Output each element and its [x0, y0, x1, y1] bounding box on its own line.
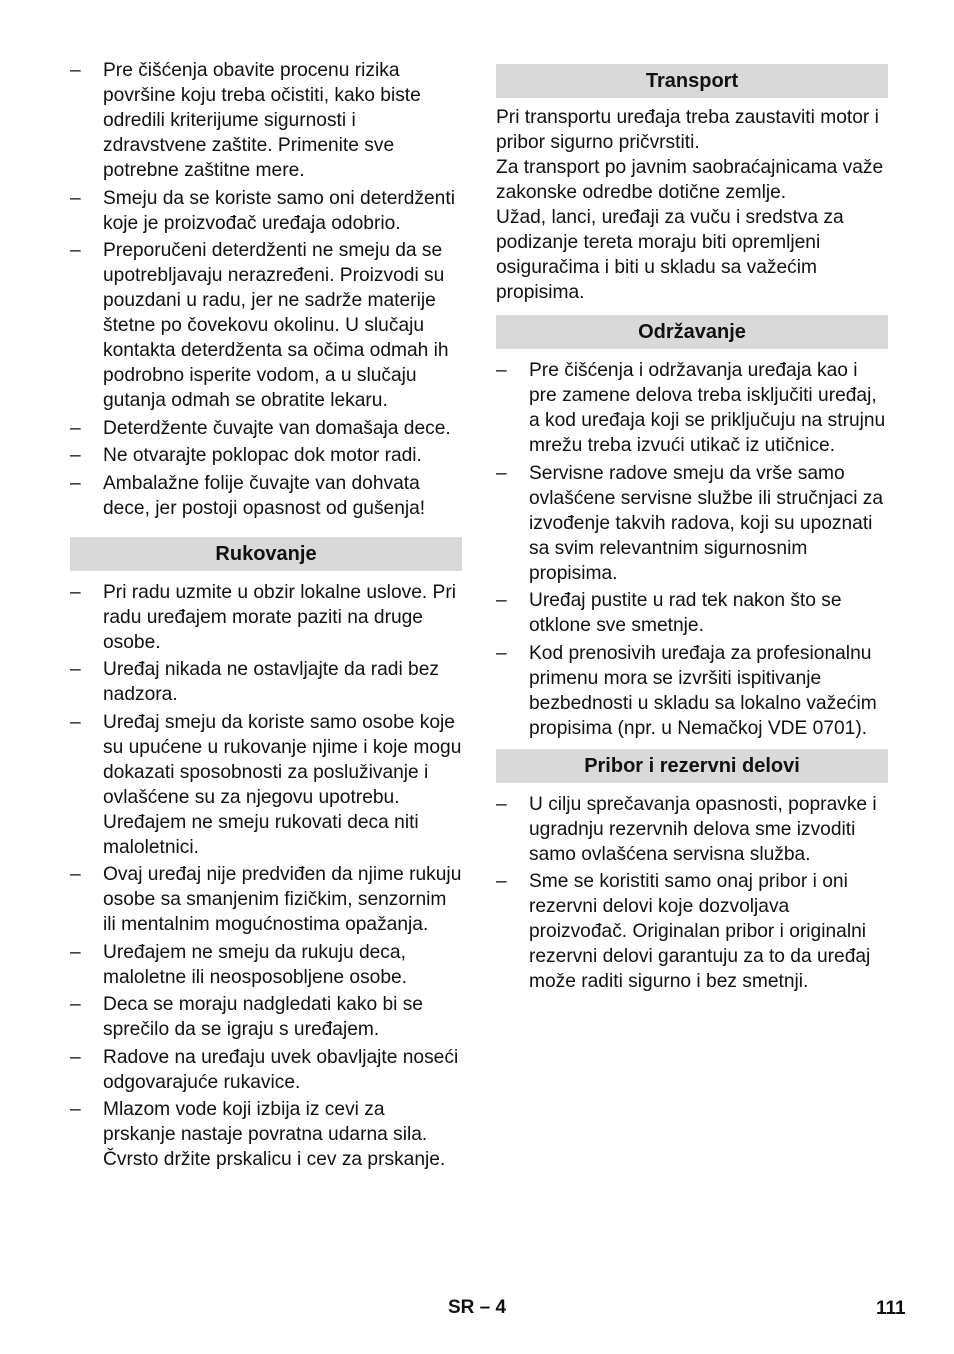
list-item: – Uređaj pustite u rad tek nakon što se otklone sve smetnje.: [496, 590, 842, 636]
rukovanje-list: [70, 580, 462, 1173]
list-item: – Sme se koristiti samo onaj pribor i oni rezervni delovi koje dozvoljava proizvođač. Originalan pribor i originalni rezervni delovi garantuju za to da uređaj može raditi sigurno i bez smetnji.: [496, 871, 871, 992]
pribor-list: [496, 792, 888, 995]
transport-paragraph: Užad, lanci, uređaji za vuču i sredstva za podizanje tereta moraju biti opremljeni osiguračima i biti u skladu sa važećim propisima.: [496, 207, 844, 303]
section-heading-pribor: Pribor i rezervni delovi: [496, 749, 888, 783]
left-column: [70, 58, 462, 1175]
list-item: – Pre čišćenja obavite procenu rizika površine koju treba očistiti, kako biste odredili kriterijume sigurnosti i zdravstvene zaštite. Primenite sve potrebne zaštitne mere.: [70, 60, 421, 181]
list-item: – Pri radu uzmite u obzir lokalne uslove. Pri radu uređajem morate paziti na druge osobe.: [70, 581, 456, 653]
list-item: – Deca se moraju nadgledati kako bi se sprečilo da se igraju s uređajem.: [70, 994, 423, 1040]
transport-paragraph: Pri transportu uređaja treba zaustaviti motor i pribor sigurno pričvrstiti.: [496, 107, 879, 153]
odrzavanje-list: [496, 358, 888, 741]
list-item: – Preporučeni deterdženti ne smeju da se upotrebljavaju nerazređeni. Proizvodi su pouzdani u radu, jer ne sadrže materije štetne po čovekovu okolinu. U slučaju kontakta deterdženta sa očima odmah ih podrobno isperite vodom, a u slučaju gutanja odmah se obratite lekaru.: [70, 240, 449, 411]
footer-section-label: SR – 4: [448, 1297, 507, 1318]
list-item: – Pre čišćenja i održavanja uređaja kao i pre zamene delova treba isključiti uređaj, a kod uređaja koji se priključuju na strujnu mrežu treba izvući utikač iz utičnice.: [496, 360, 886, 456]
list-item: – Uređaj nikada ne ostavljajte da radi bez nadzora.: [70, 659, 439, 705]
section-heading-rukovanje: Rukovanje: [70, 537, 462, 571]
page-number: 111: [876, 1298, 906, 1319]
list-item: – Ambalažne folije čuvajte van dohvata dece, jer postoji opasnost od gušenja!: [70, 472, 426, 519]
list-item: – Mlazom vode koji izbija iz cevi za prskanje nastaje povratna udarna sila. Čvrsto držite prskalicu i cev za prskanje.: [70, 1099, 446, 1170]
right-column: [496, 64, 888, 997]
list-item: – Servisne radove smeju da vrše samo ovlašćene servisne službe ili stručnjaci za izvođenje takvih radova, koji su upoznati sa svim relevantnim sigurnosnim propisima.: [496, 462, 884, 584]
list-item: – U cilju sprečavanja opasnosti, popravke i ugradnju rezervnih delova sme izvoditi samo ovlašćena servisna služba.: [496, 793, 877, 865]
list-item: – Smeju da se koriste samo oni deterdženti koje je proizvođač uređaja odobrio.: [70, 187, 455, 234]
safety-list: [70, 58, 462, 521]
list-item: – Ovaj uređaj nije predviđen da njime rukuju osobe sa smanjenim fizičkim, senzornim ili mentalnim mogućnostima opažanja.: [70, 864, 462, 935]
transport-paragraph: Za transport po javnim saobraćajnicama važe zakonske odredbe dotične zemlje.: [496, 157, 884, 203]
list-item: – Kod prenosivih uređaja za profesionalnu primenu mora se izvršiti ispitivanje bezbednosti u skladu sa lokalno važećim propisima (npr. u Nemačkoj VDE 0701).: [496, 642, 877, 739]
section-heading-odrzavanje: Održavanje: [496, 315, 888, 349]
section-heading-transport: Transport: [496, 64, 888, 98]
list-item: – Deterdžente čuvajte van domašaja dece.: [70, 417, 451, 439]
list-item: – Uređaj smeju da koriste samo osobe koje su upućene u rukovanje njime i koje mogu dokazati sposobnosti za posluživanje i ovlašćene su za njegovu upotrebu. Uređajem ne smeju rukovati deca niti maloletnici.: [70, 711, 462, 858]
list-item: – Ne otvarajte poklopac dok motor radi.: [70, 445, 422, 466]
list-item: – Uređajem ne smeju da rukuju deca, maloletne ili neosposobljene osobe.: [70, 941, 408, 988]
list-item: – Radove na uređaju uvek obavljajte noseći odgovarajuće rukavice.: [70, 1046, 459, 1093]
